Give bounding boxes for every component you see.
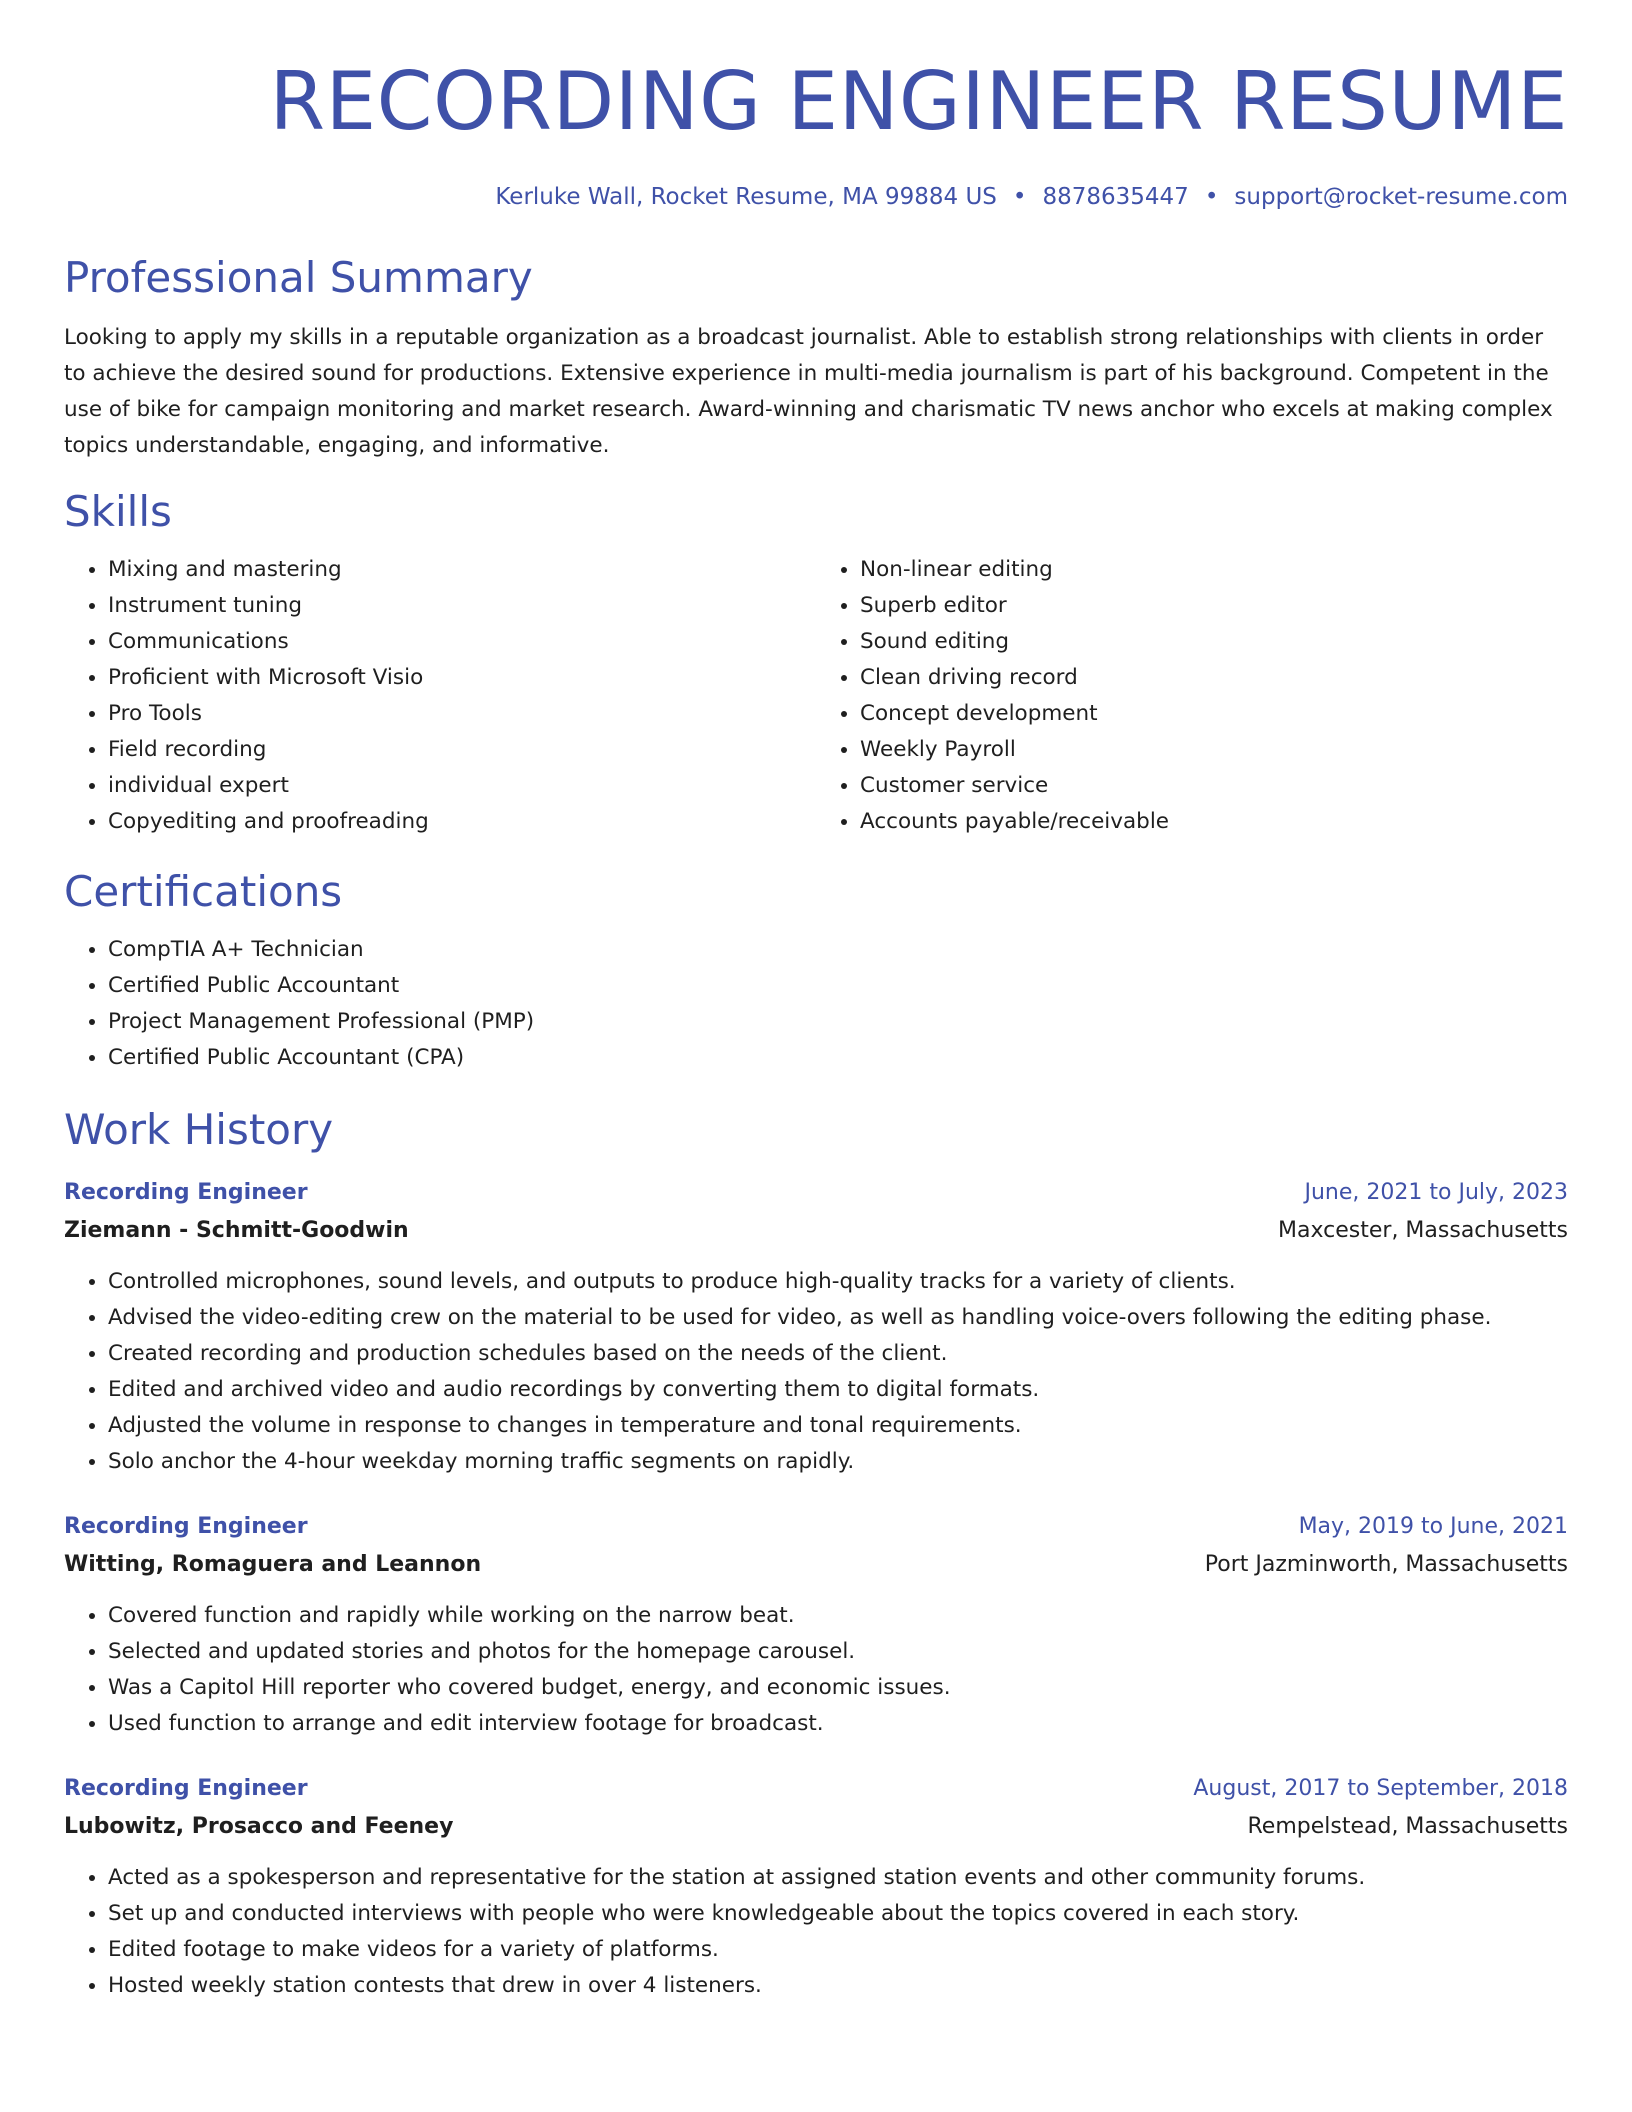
skills-left-column xyxy=(64,552,816,840)
skill-item: • Superb editor xyxy=(860,588,1568,624)
certifications-list xyxy=(64,932,1568,1076)
job-bullet: • Selected and updated stories and photos for the homepage carousel. xyxy=(108,1634,1568,1670)
job-company-row xyxy=(64,1212,1568,1250)
job-company: Witting, Romaguera and Leannon xyxy=(64,1552,482,1577)
job-location: Port Jazminworth, Massachusetts xyxy=(1204,1552,1568,1577)
job-company-row xyxy=(64,1808,1568,1846)
job-dates: June, 2021 to July, 2023 xyxy=(1304,1180,1568,1205)
skills-heading: Skills xyxy=(64,487,172,536)
job-location: Rempelstead, Massachusetts xyxy=(1247,1814,1568,1839)
certification-item: • Certified Public Accountant (CPA) xyxy=(108,1040,1568,1076)
contact-phone: 8878635447 xyxy=(1042,184,1189,210)
job-bullet: • Covered function and rapidly while working on the narrow beat. xyxy=(108,1598,1568,1634)
job-company: Lubowitz, Prosacco and Feeney xyxy=(64,1814,454,1839)
job-header-row xyxy=(64,1770,1568,1808)
resume-title: RECORDING ENGINEER RESUME xyxy=(269,55,1568,148)
job-bullet: • Solo anchor the 4-hour weekday morning traffic segments on rapidly. xyxy=(108,1444,1568,1480)
skill-item: • Customer service xyxy=(860,768,1568,804)
skill-item: • Concept development xyxy=(860,696,1568,732)
job-bullet-list xyxy=(64,1264,1568,1480)
certification-item: • Certified Public Accountant xyxy=(108,968,1568,1004)
skill-item: • Copyediting and proofreading xyxy=(108,804,816,840)
job-role: Recording Engineer xyxy=(64,1514,308,1539)
certifications-heading: Certifications xyxy=(64,867,343,916)
job-bullet-list xyxy=(64,1598,1568,1742)
work-history-heading: Work History xyxy=(64,1105,334,1154)
job-bullet: • Hosted weekly station contests that drew in over 4 listeners. xyxy=(108,1968,1568,2004)
job-role: Recording Engineer xyxy=(64,1180,308,1205)
contact-email: support@rocket-resume.com xyxy=(1234,184,1568,210)
job-bullet: • Edited and archived video and audio recordings by converting them to digital formats. xyxy=(108,1372,1568,1408)
skill-item: • Weekly Payroll xyxy=(860,732,1568,768)
summary-text: Looking to apply my skills in a reputable organization as a broadcast journalist. Able to establish strong relationships with clients in order to achieve the desired sound for productions. Extensive experience in multi-media journalism is part of his background. Competent in the use of bike for campaign monitoring and market research. Award-winning and charismatic TV news anchor who excels at making complex topics understandable, engaging, and informative. xyxy=(64,325,1553,458)
job-bullet: • Advised the video-editing crew on the material to be used for video, as well as handling voice-overs following the editing phase. xyxy=(108,1300,1568,1336)
job-entry xyxy=(64,1508,1568,1742)
job-bullet: • Acted as a spokesperson and representative for the station at assigned station events and other community forums. xyxy=(108,1860,1568,1896)
job-dates: May, 2019 to June, 2021 xyxy=(1298,1514,1568,1539)
job-role: Recording Engineer xyxy=(64,1776,308,1801)
job-header-row xyxy=(64,1174,1568,1212)
contact-separator: • xyxy=(1012,184,1027,210)
skill-item: • individual expert xyxy=(108,768,816,804)
job-bullet: • Edited footage to make videos for a variety of platforms. xyxy=(108,1932,1568,1968)
contact-line xyxy=(64,180,1568,214)
skill-item: • Proficient with Microsoft Visio xyxy=(108,660,816,696)
skill-item: • Pro Tools xyxy=(108,696,816,732)
skill-item: • Field recording xyxy=(108,732,816,768)
job-dates: August, 2017 to September, 2018 xyxy=(1193,1776,1568,1801)
skills-right-column xyxy=(816,552,1568,840)
skill-item: • Instrument tuning xyxy=(108,588,816,624)
job-location: Maxcester, Massachusetts xyxy=(1278,1218,1568,1243)
resume-page xyxy=(64,0,1568,2004)
job-entry xyxy=(64,1174,1568,1480)
job-bullet-list xyxy=(64,1860,1568,2004)
skill-item: • Mixing and mastering xyxy=(108,552,816,588)
skills-grid xyxy=(64,552,1568,840)
skill-item: • Non-linear editing xyxy=(860,552,1568,588)
job-company-row xyxy=(64,1546,1568,1584)
skill-item: • Communications xyxy=(108,624,816,660)
job-entry xyxy=(64,1770,1568,2004)
job-bullet: • Set up and conducted interviews with people who were knowledgeable about the topics covered in each story. xyxy=(108,1896,1568,1932)
job-bullet: • Created recording and production schedules based on the needs of the client. xyxy=(108,1336,1568,1372)
skill-item: • Clean driving record xyxy=(860,660,1568,696)
summary-heading: Professional Summary xyxy=(64,253,533,302)
skill-item: • Sound editing xyxy=(860,624,1568,660)
skill-item: • Accounts payable/receivable xyxy=(860,804,1568,840)
job-bullet: • Adjusted the volume in response to changes in temperature and tonal requirements. xyxy=(108,1408,1568,1444)
job-bullet: • Used function to arrange and edit interview footage for broadcast. xyxy=(108,1706,1568,1742)
certification-item: • CompTIA A+ Technician xyxy=(108,932,1568,968)
job-bullet: • Controlled microphones, sound levels, and outputs to produce high-quality tracks for a variety of clients. xyxy=(108,1264,1568,1300)
job-header-row xyxy=(64,1508,1568,1546)
contact-address: Kerluke Wall, Rocket Resume, MA 99884 US xyxy=(495,184,997,210)
contact-separator: • xyxy=(1204,184,1219,210)
certification-item: • Project Management Professional (PMP) xyxy=(108,1004,1568,1040)
job-bullet: • Was a Capitol Hill reporter who covered budget, energy, and economic issues. xyxy=(108,1670,1568,1706)
job-company: Ziemann - Schmitt-Goodwin xyxy=(64,1218,409,1243)
